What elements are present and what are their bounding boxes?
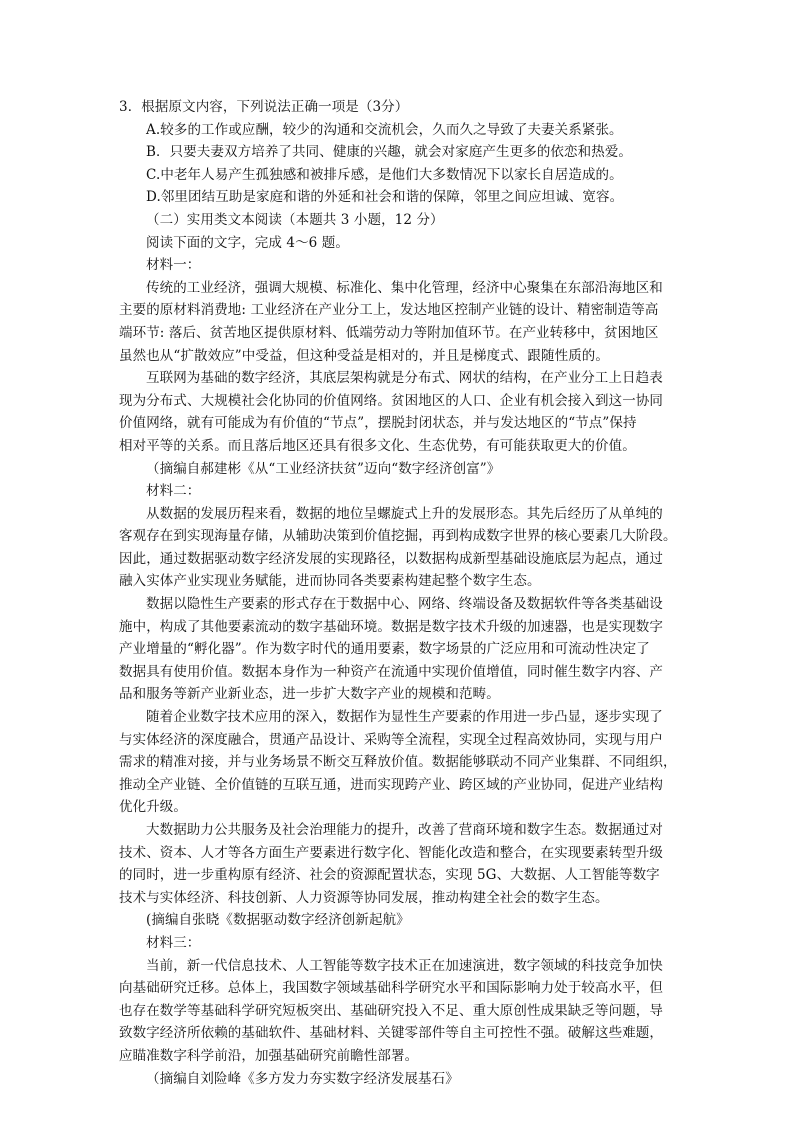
material-2-line: 技术、资本、人才等各方面生产要素进行数字化、智能化改造和整合，在实现要素转型升级	[119, 844, 663, 861]
material-2-line: 客观存在到实现海量存储，从辅助决策到价值挖掘，再到构成数字世界的核心要素几大阶段。	[119, 528, 677, 545]
material-3-line: 也存在数学等基础科学研究短板突出、基础研究投入不足、重大原创性成果缺乏等问题，导	[119, 1002, 663, 1019]
material-3-line: 向基础研究迁移。总体上，我国数字领域基础科学研究水平和国际影响力处于较高水平，但	[119, 980, 663, 997]
material-2-source: (摘编自张晓《数据驱动数字经济创新起航》	[146, 912, 410, 929]
material-1-line: 现为分布式、大规模社会化协同的价值网络。贫困地区的人口、企业有机会接入到这一协同	[119, 392, 663, 409]
material-2-line: 产业增量的“孵化器”。作为数字时代的通用要素，数字场景的广泛应用和可流动性决定了	[119, 641, 650, 658]
material-2-line: 因此，通过数据驱动数字经济发展的实现路径，以数据构成新型基础设施底层为起点，通过	[119, 550, 663, 567]
material-2-line: 融入实体产业实现业务赋能，进而协同各类要素构建起整个数字生态。	[119, 573, 541, 590]
material-2-line: 数据具有使用价值。数据本身作为一种资产在流通中实现价值增值，同时催生数字内容、产	[119, 663, 663, 680]
material-2-line: 从数据的发展历程来看，数据的地位呈螺旋式上升的发展形态。其先后经历了从单纯的	[146, 505, 663, 522]
material-3-line: 应瞄准数字科学前沿，加强基础研究前瞻性部署。	[119, 1047, 419, 1064]
material-1-line: 主要的原材料消费地: 工业经济在产业分工上，发达地区控制产业链的设计、精密制造等高	[119, 302, 659, 319]
material-2-line: 大数据助力公共服务及社会治理能力的提升，改善了营商环境和数字生态。数据通过对	[146, 822, 663, 838]
question-3-option-b: B．只要夫妻双方培养了共同、健康的兴趣，就会对家庭产生更多的依恋和热爱。	[146, 144, 633, 161]
material-2-line: 优化升级。	[119, 799, 187, 816]
question-3-option-c: C.中老年人易产生孤独感和被排斥感，是他们大多数情况下以家长自居造成的。	[146, 166, 623, 183]
material-1-line: 价值网络，就有可能成为有价值的“节点”，摆脱封闭状态，并与发达地区的“节点”保持	[119, 415, 637, 432]
question-3-option-a: A.较多的工作或应酬，较少的沟通和交流机会，久而久之导致了夫妻关系紧张。	[146, 121, 623, 138]
material-2-line: 随着企业数字技术应用的深入，数据作为显性生产要素的作用进一步凸显，逐步实现了	[146, 709, 663, 726]
material-2-line: 与实体经济的深度融合，贯通产品设计、采购等全流程，实现全过程高效协同，实现与用户	[119, 731, 663, 748]
material-1-line: 虽然也从“扩散效应”中受益，但这种受益是相对的，并且是梯度式、跟随性质的。	[119, 347, 610, 364]
section-instruction: 阅读下面的文字，完成 4～6 题。	[146, 234, 349, 251]
material-1-line: 端环节: 落后、贫苦地区提供原材料、低端劳动力等附加值环节。在产业转移中，贫困地区	[119, 324, 659, 341]
material-3-label: 材料三：	[146, 934, 201, 951]
document-page	[119, 96, 679, 1090]
section-heading: （二）实用类文本阅读（本题共 3 小题，12 分）	[146, 211, 444, 228]
question-3-option-d: D.邻里团结互助是家庭和谐的外延和社会和谐的保障，邻里之间应坦诚、宽容。	[146, 189, 624, 206]
material-2-line: 数据以隐性生产要素的形式存在于数据中心、网络、终端设备及数据软件等各类基础设	[146, 596, 663, 613]
material-1-source: （摘编自郝建彬《从“工业经济扶贫”迈向“数字经济创富”》	[146, 460, 501, 477]
material-2-line: 技术与实体经济、科技创新、人力资源等协同发展，推动构建全社会的数字生态。	[119, 889, 609, 906]
material-2-label: 材料二：	[146, 483, 201, 500]
material-1-label: 材料一：	[146, 257, 201, 274]
material-2-line: 推动全产业链、全价值链的互联互通，进而实现跨产业、跨区域的产业协同，促进产业结构	[119, 776, 663, 793]
material-3-line: 当前，新一代信息技术、人工智能等数字技术正在加速演进，数字领域的科技竞争加快	[146, 957, 663, 974]
material-1-line: 相对平等的关系。而且落后地区还具有很多文化、生态优势，有可能获取更大的价值。	[119, 437, 636, 454]
material-1-line: 传统的工业经济，强调大规模、标准化、集中化管理，经济中心聚集在东部沿海地区和	[146, 279, 663, 296]
material-2-line: 品和服务等新产业新业态，进一步扩大数字产业的规模和范畴。	[119, 686, 500, 703]
material-1-line: 互联网为基础的数字经济，其底层架构就是分布式、网状的结构，在产业分工上日趋表	[146, 370, 663, 387]
material-2-line: 需求的精准对接，并与业务场景不断交互释放价值。数据能够联动不同产业集群、不同组织，	[119, 754, 677, 771]
material-2-line: 的同时，进一步重构原有经济、社会的资源配置状态，实现 5G、大数据、人工智能等数字	[119, 867, 660, 884]
material-3-source: （摘编自刘险峰《多方发力夯实数字经济发展基石》	[146, 1070, 459, 1087]
material-3-line: 致数字经济所依赖的基础软件、基础材料、关键零部件等自主可控性不强。破解这些难题，	[119, 1025, 663, 1042]
question-3-stem: 3．根据原文内容，下列说法正确一项是（3分）	[119, 99, 409, 115]
material-2-line: 施中，构成了其他要素流动的数字基础环境。数据是数字技术升级的加速器，也是实现数字	[119, 618, 663, 635]
